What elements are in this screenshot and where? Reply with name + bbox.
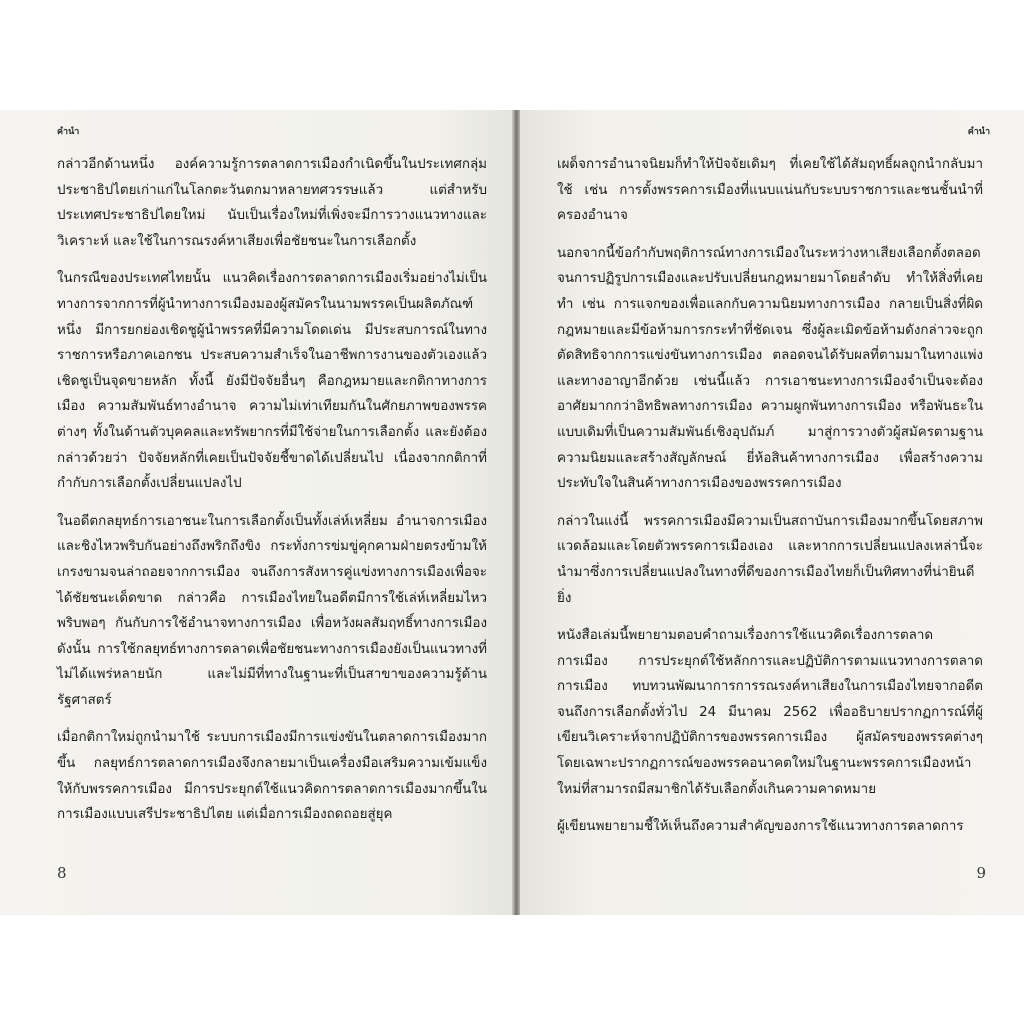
book-spread: [0, 110, 1024, 915]
page-number: 9: [976, 864, 986, 882]
paragraph: เผด็จการอำนาจนิยมก็ทำให้ปัจจัยเดิมๆ ที่เคยใช้ได้สัมฤทธิ์ผลถูกนำกลับมาใช้ เช่น การตั้งพรรคการเมืองที่แนบแน่นกับระบบราชการและชนชั้นนำที่ครองอำนาจ: [557, 157, 983, 224]
paragraph: ในกรณีของประเทศไทยนั้น แนวคิดเรื่องการตลาดการเมืองเริ่มอย่างไม่เป็นทางการจากการที่ผู้นำทางการเมืองมองผู้สมัครในนามพรรคเป็นผลิตภัณฑ์หนึ่ง มีการยกย่องเชิดชูผู้นำพรรคที่มีความโดดเด่น มีประสบการณ์ในทางราชการหรือภาคเอกชน ประสบความสำเร็จในอาชีพการงานของตัวเองแล้วเชิดชูเป็นจุดขายหลัก ทั้งนี้ ยังมีปัจจัยอื่นๆ คือกฎหมายและกติกาทางการเมือง ความสัมพันธ์ทางอำนาจ ความไม่เท่าเทียมกันในศักยภาพของพรรคต่างๆ ทั้งในด้านตัวบุคคลและทรัพยากรที่มีใช้จ่ายในการเลือกตั้ง และยังต้องกล่าวด้วยว่า ปัจจัยหลักที่เคยเป็นปัจจัยชี้ขาดได้เปลี่ยนไป เนื่องจากกติกาที่กำกับการเลือกตั้งเปลี่ยนแปลงไป: [57, 271, 487, 492]
paragraph: นอกจากนี้ข้อกำกับพฤติการณ์ทางการเมืองในระหว่างหาเสียงเลือกตั้งตลอดจนการปฏิรูปการเมืองและปรับเปลี่ยนกฎหมายมาโดยลำดับ ทำให้สิ่งที่เคยทำ เช่น การแจกของเพื่อแลกกับความนิยมทางการเมือง กลายเป็นสิ่งที่ผิดกฎหมายและมีข้อห้ามการกระทำที่ชัดเจน ซึ่งผู้ละเมิดข้อห้ามดังกล่าวจะถูกตัดสิทธิจากการแข่งขันทางการเมือง ตลอดจนได้รับผลที่ตามมาในทางแพ่งและทางอาญาอีกด้วย เช่นนี้แล้ว การเอาชนะทางการเมืองจำเป็นจะต้องอาศัยมากกว่าอิทธิพลทางการเมือง ความผูกพันทางการเมือง หรือพันธะในแบบเดิมที่เป็นความสัมพันธ์เชิงอุปถัมภ์ มาสู่การวางตัวผู้สมัครตามฐานความนิยมและสร้างสัญลักษณ์ ยี่ห้อสินค้าทางการเมือง เพื่อสร้างความประทับใจในสินค้าทางการเมืองของพรรคการเมือง: [557, 245, 983, 492]
running-header: คำนำ: [967, 127, 990, 137]
right-page: [520, 110, 1024, 915]
paragraph: เมื่อกติกาใหม่ถูกนำมาใช้ ระบบการเมืองมีการแข่งขันในตลาดการเมืองมากขึ้น กลยุทธ์การตลาดการเมืองจึงกลายมาเป็นเครื่องมือเสริมความเข้มแข็งให้กับพรรคการเมือง มีการประยุกต์ใช้แนวคิดการตลาดการเมืองมากขึ้นในการเมืองแบบเสรีประชาธิปไตย แต่เมื่อการเมืองถดถอยสู่ยุค: [57, 730, 487, 823]
running-header: คำนำ: [57, 127, 80, 137]
page-body: [557, 152, 983, 852]
paragraph: กล่าวในแง่นี้ พรรคการเมืองมีความเป็นสถาบันการเมืองมากขึ้นโดยสภาพแวดล้อมและโดยตัวพรรคการเมืองเอง และหากการเปลี่ยนแปลงเหล่านี้จะนำมาซึ่งการเปลี่ยนแปลงในทางที่ดีของการเมืองไทยก็เป็นทิศทางที่น่ายินดียิ่ง: [557, 513, 983, 606]
page-number: 8: [57, 864, 67, 882]
left-page: [0, 110, 514, 915]
paragraph: กล่าวอีกด้านหนึ่ง องค์ความรู้การตลาดการเมืองกำเนิดขึ้นในประเทศกลุ่มประชาธิปไตยเก่าแก่ในโลกตะวันตกมาหลายทศวรรษแล้ว แต่สำหรับประเทศประชาธิปไตยใหม่ นับเป็นเรื่องใหม่ที่เพิ่งจะมีการวางแนวทางและวิเคราะห์ และใช้ในการณรงค์หาเสียงเพื่อชัยชนะในการเลือกตั้ง: [57, 157, 487, 249]
paragraph: หนังสือเล่มนี้พยายามตอบคำถามเรื่องการใช้แนวคิดเรื่องการตลาดการเมือง การประยุกต์ใช้หลักการและปฏิบัติการตามแนวทางการตลาดการเมือง ทบทวนพัฒนาการการรณรงค์หาเสียงในการเมืองไทยจากอดีตจนถึงการเลือกตั้งทั่วไป 24 มีนาคม 2562 เพื่ออธิบายปรากฏการณ์ที่ผู้เขียนวิเคราะห์จากปฏิบัติการของพรรคการเมือง ผู้สมัครของพรรคต่างๆ โดยเฉพาะปรากฏการณ์ของพรรคอนาคตใหม่ในฐานะพรรคการเมืองหน้าใหม่ที่สามารถมีสมาชิกได้รับเลือกตั้งเกินความคาดหมาย: [557, 628, 983, 797]
page-body: [57, 152, 487, 840]
paragraph: ผู้เขียนพยายามชี้ให้เห็นถึงความสำคัญของการใช้แนวทางการตลาดการ: [557, 819, 964, 835]
paragraph: ในอดีตกลยุทธ์การเอาชนะในการเลือกตั้งเป็นทั้งเล่ห์เหลี่ยม อำนาจการเมือง และชิงไหวพริบกันอย่างถึงพริกถึงขิง กระทั่งการข่มขู่คุกคามฝ่ายตรงข้ามให้เกรงขามจนล่าถอยจากการเมือง จนถึงการสังหารคู่แข่งทางการเมืองเพื่อจะได้ชัยชนะเด็ดขาด กล่าวคือ การเมืองไทยในอดีตมีการใช้เล่ห์เหลี่ยมไหวพริบพอๆ กันกับการใช้อำนาจทางการเมือง เพื่อหวังผลสัมฤทธิ์ทางการเมือง ดังนั้น การใช้กลยุทธ์ทางการตลาดเพื่อชัยชนะทางการเมืองยังเป็นแนวทางที่ไม่ได้แพร่หลายนัก และไม่มีที่ทางในฐานะที่เป็นสาขาของความรู้ด้านรัฐศาสตร์: [57, 513, 487, 708]
